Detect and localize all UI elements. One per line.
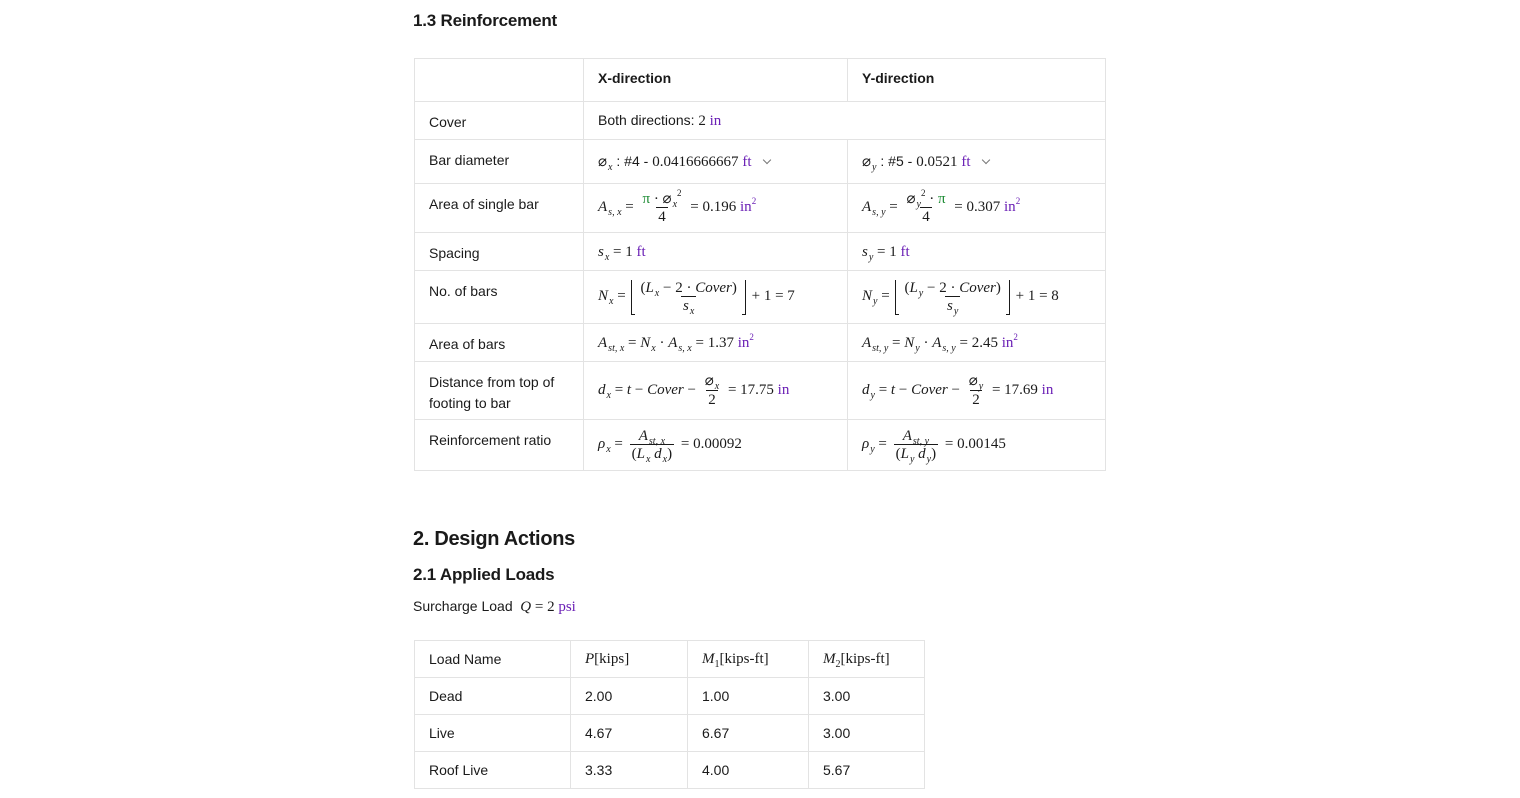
num-bars-x-result: 7: [787, 288, 795, 305]
surcharge-label: Surcharge Load: [413, 598, 513, 614]
area-single-bar-x-formula: $A_{s, x}$ = $\frac{\pi \cdot ⌀_x^2}{4}$ = 0.196 $in^2$: [598, 187, 757, 225]
bar-diameter-x-expr: $⌀_x$: [598, 154, 613, 173]
num-bars-y-cell: [848, 271, 1106, 324]
section-heading-reinforcement: 1.3 Reinforcement: [413, 11, 557, 30]
table-row[interactable]: [415, 752, 925, 789]
cover-text: Both directions:: [598, 111, 695, 128]
distance-y-result: 17.69: [1004, 381, 1038, 398]
load-name: Live: [415, 715, 571, 752]
row-label-distance: Distance from top of footing to bar: [415, 362, 584, 420]
load-p: 4.67: [571, 715, 688, 752]
load-m2: 3.00: [809, 715, 925, 752]
spacing-x-cell[interactable]: [584, 233, 848, 271]
table-row[interactable]: [415, 715, 925, 752]
area-bars-x-result: 1.37: [707, 334, 734, 351]
row-label-number-of-bars: No. of bars: [415, 271, 584, 324]
table-row[interactable]: [415, 678, 925, 715]
bar-diameter-y-expr: $⌀_y$: [862, 154, 877, 173]
section-heading-design-actions: 2. Design Actions: [413, 528, 575, 550]
row-label-area-of-bars: Area of bars: [415, 324, 584, 362]
load-p: 3.33: [571, 752, 688, 789]
row-reinforcement-ratio: [415, 420, 1106, 471]
header-m1: $M_1[kips-ft]$: [688, 641, 809, 678]
load-m1: 6.67: [688, 715, 809, 752]
bar-size-x: #4: [624, 153, 640, 169]
table-header-row: [415, 59, 1106, 102]
chevron-down-icon[interactable]: [982, 156, 990, 164]
area-single-bar-y-cell: [848, 184, 1106, 233]
bar-diameter-y-cell[interactable]: $⌀_y$ : #5 - 0.0521 ft: [848, 140, 1106, 184]
unit-in: in: [709, 112, 722, 129]
load-m2: 5.67: [809, 752, 925, 789]
row-area-of-bars: [415, 324, 1106, 362]
cover-value-cell[interactable]: [584, 102, 1106, 140]
cover-value: 2 in: [698, 112, 722, 129]
area-single-bar-x-cell: [584, 184, 848, 233]
row-label-area-single-bar: Area of single bar: [415, 184, 584, 233]
area-single-bar-y-result: 0.307: [966, 199, 1001, 216]
spacing-y-value: $s_y = 1$ ft: [862, 243, 910, 263]
row-cover: [415, 102, 1106, 140]
load-p: 2.00: [571, 678, 688, 715]
load-m1: 4.00: [688, 752, 809, 789]
header-p: P[kips]: [571, 641, 688, 678]
area-bars-x-formula: $A_{st, x} = N_x \cdot A_{s, x} = 1.37$ $in^2$: [598, 331, 754, 354]
header-empty: [415, 59, 584, 102]
area-single-bar-y-formula: $A_{s, y}$ = $\frac{⌀_y^2 \cdot \pi}{4}$ = 0.307 $in^2$: [862, 187, 1021, 225]
row-label-bar-diameter: Bar diameter: [415, 140, 584, 184]
row-number-of-bars: [415, 271, 1106, 324]
bar-diameter-y-value: 0.0521: [916, 154, 958, 170]
bar-size-y: #5: [888, 153, 904, 169]
ratio-y-formula: $\rho_y$ = $\frac{A_{st, y}}{(L_y d_y)}$ = 0.00145: [862, 427, 1006, 465]
row-label-cover: Cover: [415, 102, 584, 140]
spacing-y-cell[interactable]: [848, 233, 1106, 271]
area-bars-x-cell: [584, 324, 848, 362]
num-bars-x-formula: $N_x$ = $\frac{(L_x - 2 \cdot Cover)}{s_x}$ + 1 = 7: [598, 279, 795, 317]
load-m1: 1.00: [688, 678, 809, 715]
num-bars-y-formula: $N_y$ = $\frac{(L_y - 2 \cdot Cover)}{s_y}$ + 1 = 8: [862, 279, 1059, 317]
area-single-bar-x-result: 0.196: [702, 199, 737, 216]
area-bars-y-result: 2.45: [971, 334, 998, 351]
loads-table: [414, 640, 925, 789]
ratio-y-result: 0.00145: [957, 436, 1006, 453]
distance-x-cell: [584, 362, 848, 420]
bar-diameter-y-unit: ft: [961, 154, 971, 170]
ratio-y-cell: [848, 420, 1106, 471]
header-y-direction: Y-direction: [848, 59, 1106, 102]
area-unit: $in^2$: [740, 196, 757, 216]
reinforcement-table: [414, 58, 1106, 471]
row-distance: [415, 362, 1106, 420]
load-m2: 3.00: [809, 678, 925, 715]
row-spacing: [415, 233, 1106, 271]
distance-y-formula: $d_y = t$ − Cover − $\frac{⌀_y}{2}$ = 17.69 in: [862, 373, 1054, 408]
row-label-spacing: Spacing: [415, 233, 584, 271]
header-m2: $M_2[kips-ft]$: [809, 641, 925, 678]
ratio-x-formula: $\rho_x$ = $\frac{A_{st, x}}{(L_x d_x)}$ = 0.00092: [598, 427, 742, 465]
header-x-direction: X-direction: [584, 59, 848, 102]
distance-y-cell: [848, 362, 1106, 420]
surcharge-load[interactable]: [413, 598, 576, 616]
row-bar-diameter: [415, 140, 1106, 184]
area-unit: $in^2$: [1004, 196, 1021, 216]
distance-x-formula: $d_x = t$ − Cover − $\frac{⌀_x}{2}$ = 17.75 in: [598, 373, 790, 408]
section-heading-applied-loads: 2.1 Applied Loads: [413, 565, 555, 584]
area-bars-y-formula: $A_{st, y} = N_y \cdot A_{s, y} = 2.45$ $in^2$: [862, 331, 1018, 354]
ratio-x-cell: [584, 420, 848, 471]
distance-x-result: 17.75: [740, 381, 774, 398]
num-bars-y-result: 8: [1051, 288, 1059, 305]
load-name: Dead: [415, 678, 571, 715]
header-load-name: Load Name: [415, 641, 571, 678]
loads-header-row: [415, 641, 925, 678]
chevron-down-icon[interactable]: [763, 156, 771, 164]
area-bars-y-cell: [848, 324, 1106, 362]
bar-diameter-x-value: 0.0416666667: [652, 154, 739, 170]
spacing-x-value: $s_x = 1$ ft: [598, 243, 646, 263]
surcharge-value: Q = 2 psi: [520, 599, 576, 615]
load-name: Roof Live: [415, 752, 571, 789]
bar-diameter-x-unit: ft: [742, 154, 752, 170]
row-area-single-bar: [415, 184, 1106, 233]
row-label-reinforcement-ratio: Reinforcement ratio: [415, 420, 584, 471]
bar-diameter-x-cell[interactable]: $⌀_x$ : #4 - 0.0416666667 ft: [584, 140, 848, 184]
num-bars-x-cell: [584, 271, 848, 324]
ratio-x-result: 0.00092: [693, 436, 742, 453]
